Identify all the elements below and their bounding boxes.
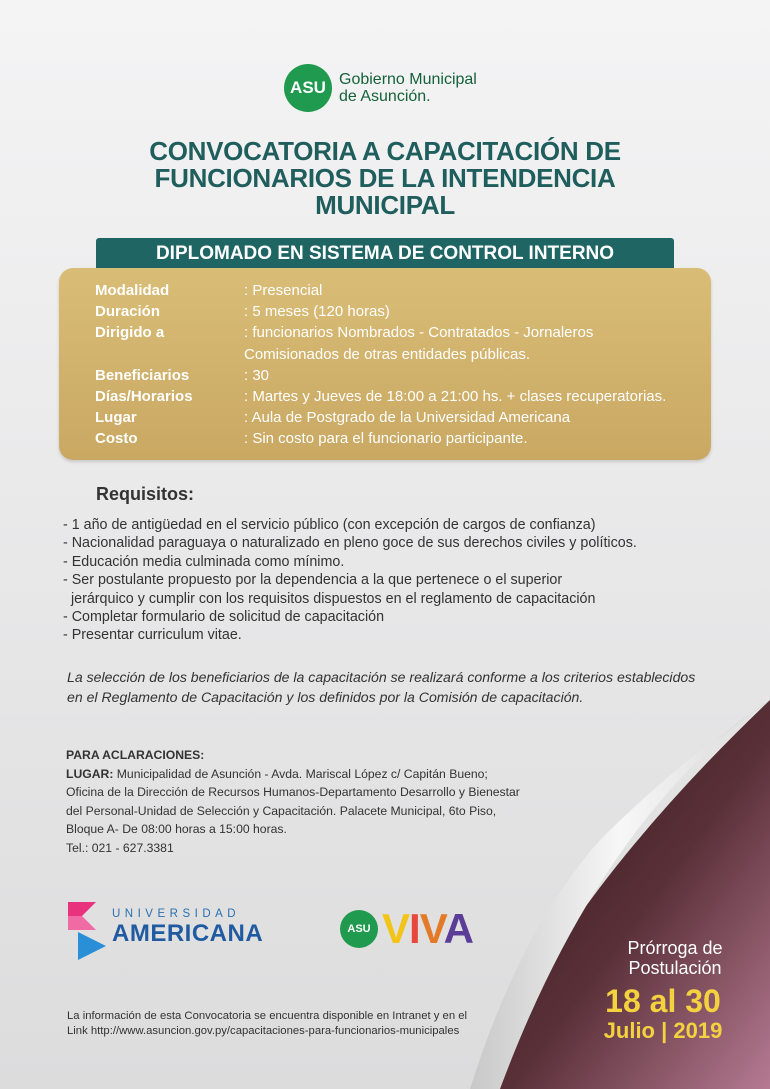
logo-line-2: de Asunción. <box>339 88 431 105</box>
info-label: Dirigido a <box>95 324 165 342</box>
info-label: Lugar <box>95 409 137 427</box>
info-label: Días/Horarios <box>95 388 193 405</box>
info-value: : Sin costo para el funcionario participante. <box>244 430 528 448</box>
info-label: Duración <box>95 303 161 321</box>
title-line-1: CONVOCATORIA A CAPACITACIÓN DE <box>149 136 621 166</box>
footer-info <box>67 1009 467 1039</box>
logo-text <box>339 71 477 105</box>
info-label: Beneficiarios <box>95 366 190 384</box>
viva-letter: I <box>409 905 420 952</box>
info-value: : Martes y Jueves de 18:00 a 21:00 hs. + clases recuperatorias. <box>244 388 667 405</box>
requirements-title: Requisitos: <box>96 484 195 504</box>
requirement-item: - 1 año de antigüedad en el servicio público (con excepción de cargos de confianza) <box>63 517 596 533</box>
viva-badge: ASU <box>340 910 378 948</box>
viva-letter: V <box>382 905 410 952</box>
logo-line-1: Gobierno Municipal <box>339 71 477 88</box>
info-value: : Presencial <box>244 282 323 299</box>
ua-big-text: AMERICANA <box>112 920 264 947</box>
info-label: Costo <box>95 430 138 448</box>
lugar-label: LUGAR: <box>66 766 114 781</box>
selection-note: La selección de los beneficiarios de la capacitación se realizará conforme a los criterios establecidos en el Reglamento de Capacitación y los definidos por la Comisión de capacitación. <box>67 669 696 705</box>
requirement-item: - Educación media culminada como mínimo. <box>63 553 345 570</box>
lugar-text: Municipalidad de Asunción - Avda. Mariscal López c/ Capitán Bueno; Oficina de la Dirección de Recursos Humanos-Departamento Desarrollo y Bienestar del Personal-Unidad de Selección y Capacitación. Palacete Municipal, 6to Piso, Bloque A- De 08:00 horas a 15:00 horas. <box>66 766 520 836</box>
extension-notice <box>600 938 750 978</box>
requirement-item: jerárquico y cumplir con los requisitos dispuestos en el reglamento de capacitación <box>63 590 596 607</box>
viva-text <box>382 905 473 952</box>
viva-letter: A <box>443 905 473 952</box>
gobierno-municipal-logo <box>284 64 477 112</box>
page-title <box>60 138 710 219</box>
footer-link[interactable]: Link http://www.asuncion.gov.py/capacitaciones-para-funcionarios-municipales <box>67 1025 460 1037</box>
viva-letter: V <box>419 905 444 952</box>
extension-month-year: Julio | 2019 <box>603 1018 723 1043</box>
requirement-item: - Completar formulario de solicitud de capacitación <box>63 609 385 626</box>
title-line-2: FUNCIONARIOS DE LA INTENDENCIA <box>154 163 616 193</box>
course-banner: DIPLOMADO EN SISTEMA DE CONTROL INTERNO <box>96 238 674 270</box>
contact-heading: PARA ACLARACIONES: <box>66 748 205 762</box>
extension-line-2: Postulación <box>628 958 722 978</box>
info-value: : 30 <box>244 366 270 384</box>
requirement-item: - Ser postulante propuesto por la dependencia a la que pertenece o el superior <box>63 572 563 589</box>
extension-line-1: Prórroga de <box>627 938 723 958</box>
asu-viva-logo <box>340 905 473 952</box>
footer-line-1: La información de esta Convocatoria se encuentra disponible en Intranet y en el <box>67 1010 468 1022</box>
info-label: Modalidad <box>95 282 170 299</box>
contact-info <box>66 746 526 857</box>
ua-small-text: UNIVERSIDAD <box>112 908 241 920</box>
extension-dates: 18 al 30 <box>605 983 721 1019</box>
requirement-item: - Presentar curriculum vitae. <box>63 627 242 644</box>
title-line-3: MUNICIPAL <box>315 190 455 220</box>
contact-phone: Tel.: 021 - 627.3381 <box>66 840 174 855</box>
info-value: : 5 meses (120 horas) <box>244 303 390 321</box>
requirements-list <box>63 516 637 645</box>
info-value: Comisionados de otras entidades públicas. <box>244 345 531 363</box>
info-value: : funcionarios Nombrados - Contratados - Jornaleros <box>244 324 594 342</box>
requirement-item: - Nacionalidad paraguaya o naturalizado en pleno goce de sus derechos civiles y políticos. <box>63 535 637 552</box>
info-value: : Aula de Postgrado de la Universidad Americana <box>244 409 571 427</box>
asu-badge: ASU <box>284 64 332 112</box>
